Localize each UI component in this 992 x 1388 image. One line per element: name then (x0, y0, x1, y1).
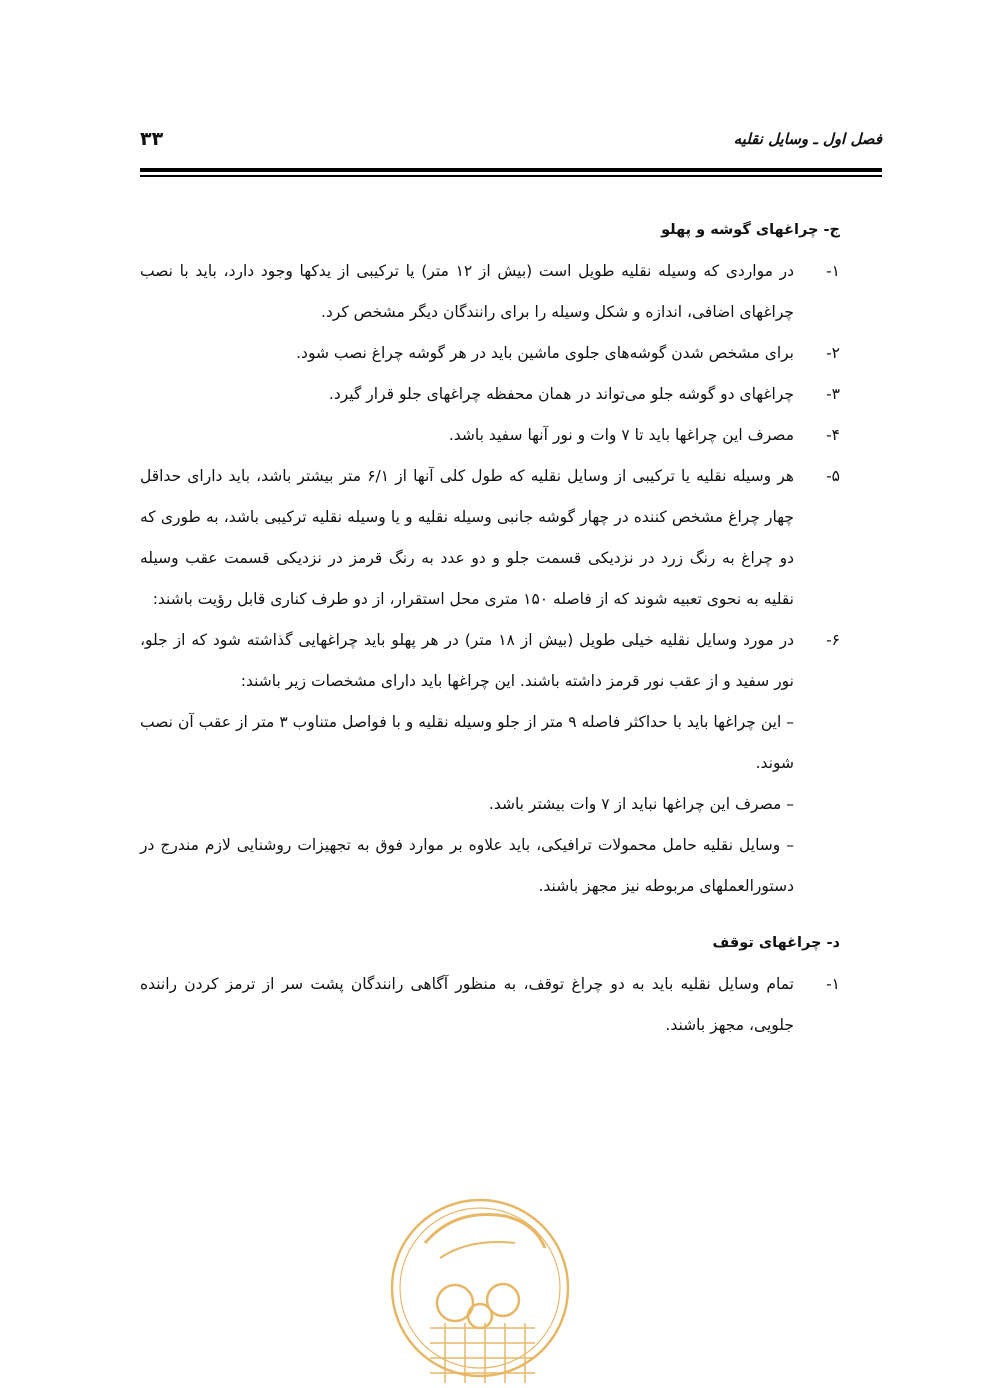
page-body (140, 210, 840, 1046)
header-rule-thin (140, 175, 882, 177)
list-item (140, 415, 840, 456)
item-text: تمام وسایل نقلیه باید به دو چراغ توقف، به منظور آگاهی رانندگان پشت سر از ترمز کردن راننده جلویی، مجهز باشند. (140, 975, 794, 1034)
sub-item: – وسایل نقلیه حامل محمولات ترافیکی، باید علاوه بر موارد فوق به تجهیزات روشنایی لازم مندرج در دستورالعملهای مربوطه نیز مجهز باشند. (140, 836, 794, 895)
item-number: ۵- (826, 467, 840, 485)
item-text: هر وسیله نقلیه یا ترکیبی از وسایل نقلیه که طول کلی آنها از ۶/۱ متر بیشتر باشد، باید دارای حداقل چهار چراغ مشخص کننده در چهار گوشه جانبی وسیله نقلیه و یا وسیله نقلیه ترکیبی باشد، به طوری که دو چراغ به رنگ زرد در نزدیکی قسمت جلو و دو عدد به رنگ قرمز در نزدیکی قسمت عقب وسیله نقلیه به نحوی تعبیه شوند که از فاصله ۱۵۰ متری محل استقرار، از دو طرف کناری قابل رؤیت باشند: (140, 467, 794, 608)
page-number: ۳۳ (140, 128, 164, 150)
watermark-seal (385, 1188, 575, 1388)
sub-item: – این چراغها باید با حداکثر فاصله ۹ متر از جلو وسیله نقلیه و با فواصل متناوب ۳ متر از عقب آن نصب شوند. (140, 713, 795, 772)
list-item (140, 251, 840, 333)
item-number: ۶- (826, 631, 840, 649)
seal-logo-icon (385, 1188, 575, 1388)
item-number: ۲- (826, 344, 840, 362)
list-item (140, 374, 840, 415)
item-text: در مورد وسایل نقلیه خیلی طویل (بیش از ۱۸ متر) در هر پهلو باید چراغهایی گذاشته شود که از جلو، نور سفید و از عقب نور قرمز داشته باشند. این چراغها باید دارای مشخصات زیر باشند: (140, 631, 794, 690)
chapter-title: فصل اول ـ وسایل نقلیه (733, 130, 882, 148)
list-item (140, 456, 840, 620)
header-rule-thick (140, 168, 882, 172)
sub-item: – مصرف این چراغها نباید از ۷ وات بیشتر باشد. (488, 795, 794, 813)
list-item (140, 620, 840, 702)
list-item (140, 333, 840, 374)
item-text: برای مشخص شدن گوشه‌های جلوی ماشین باید در هر گوشه چراغ نصب شود. (296, 344, 794, 362)
item-number: ۱- (826, 975, 840, 993)
item-text: مصرف این چراغها باید تا ۷ وات و نور آنها سفید باشد. (448, 426, 794, 444)
item-number: ۴- (826, 426, 840, 444)
item-text: چراغهای دو گوشه جلو می‌تواند در همان محفظه چراغهای جلو قرار گیرد. (328, 385, 794, 403)
item-number: ۱- (826, 262, 840, 280)
section-c-heading: ج- چراغهای گوشه و پهلو (661, 222, 840, 238)
item-text: در مواردی که وسیله نقلیه طویل است (بیش از ۱۲ متر) یا ترکیبی از یدکها وجود دارد، باید با نصب چراغهای اضافی، اندازه و شکل وسیله را برای رانندگان دیگر مشخص کرد. (140, 262, 795, 321)
item-number: ۳- (826, 385, 840, 403)
page-header (140, 124, 882, 164)
section-d-heading: د- چراغهای توقف (712, 935, 840, 951)
list-item (140, 964, 840, 1046)
